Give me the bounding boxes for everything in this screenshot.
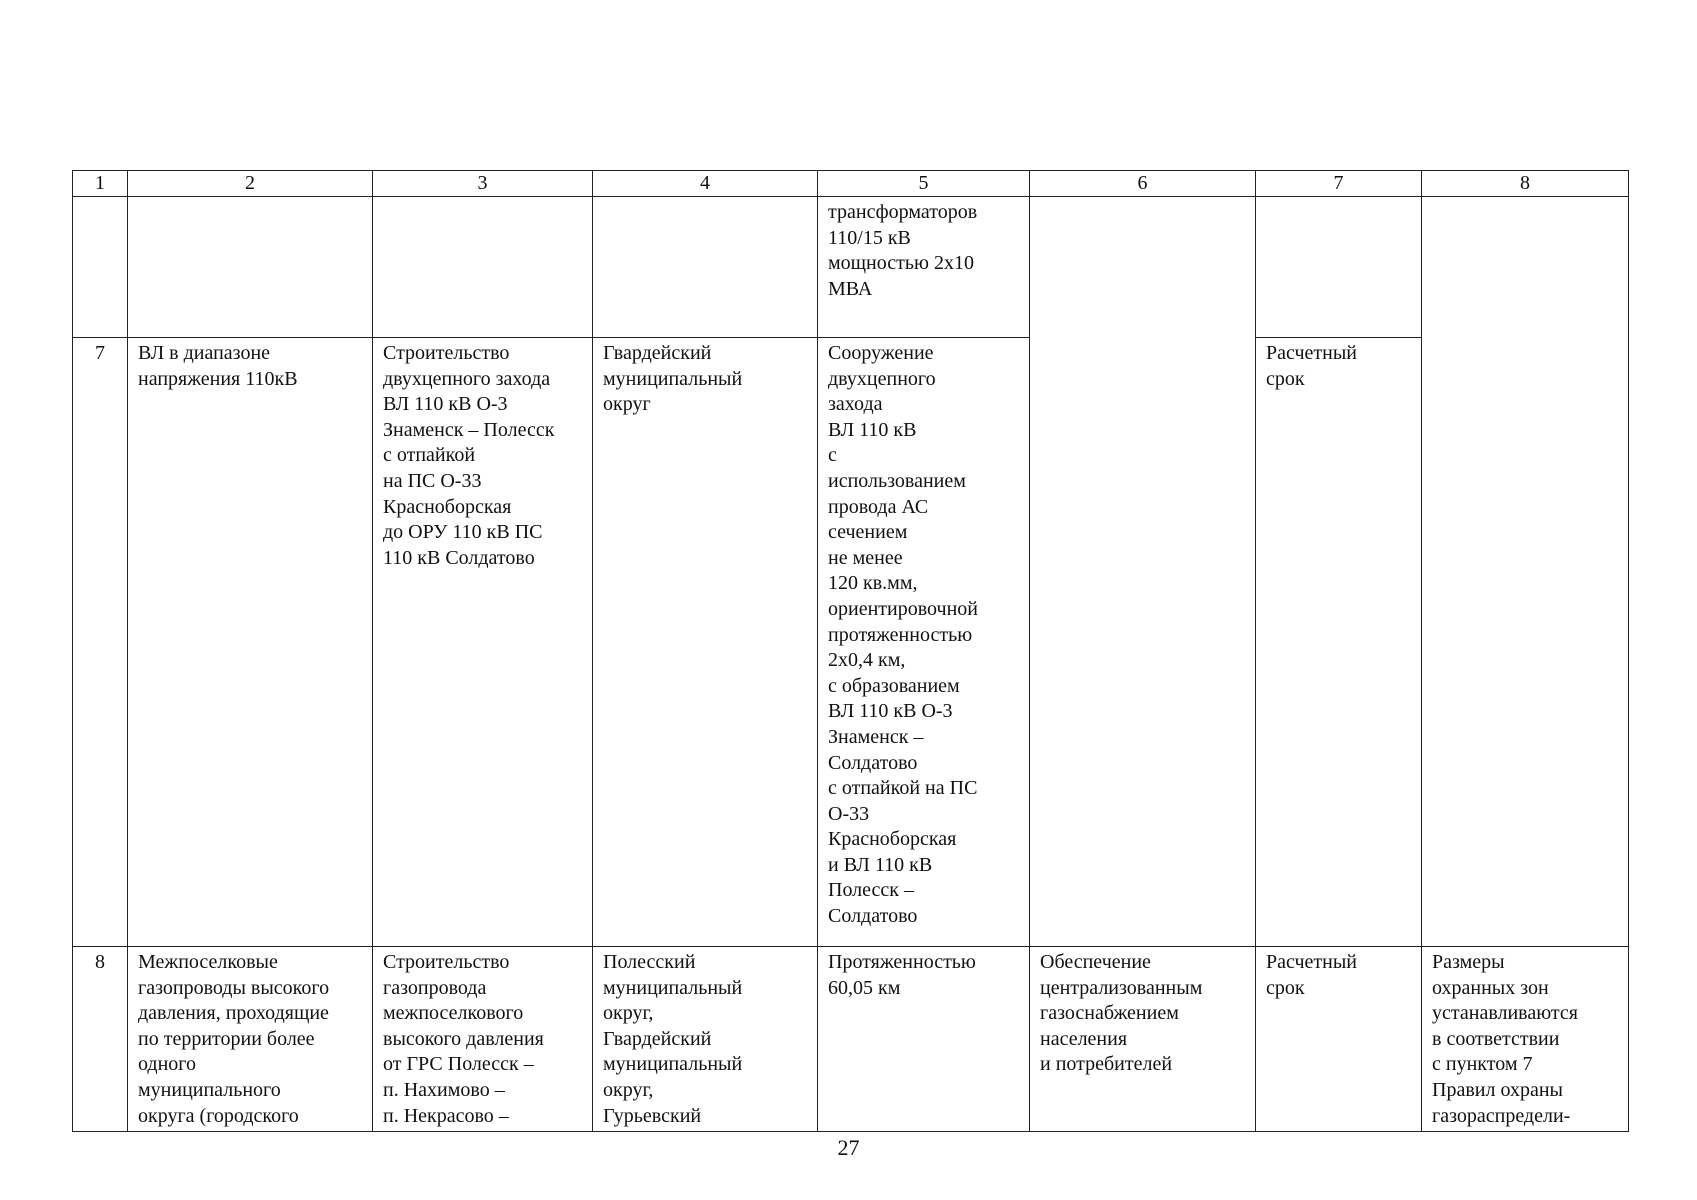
- header-cell: 8: [1422, 171, 1629, 197]
- location-cell: [593, 947, 818, 1132]
- zones-cell: [1422, 947, 1629, 1132]
- action-cell: Строительство двухцепного захода ВЛ 110 кВ О-3 Знаменск – Полесск с отпайкой на ПС О-33 Красноборская до ОРУ 110 кВ ПС 110 кВ Солдатово: [373, 338, 593, 947]
- empty-cell: [73, 197, 128, 338]
- characteristics-cell: [818, 947, 1030, 1132]
- action-cell: [373, 947, 593, 1132]
- purpose-cell: [1030, 947, 1256, 1132]
- term-cell: Расчетный срок: [1256, 338, 1422, 947]
- header-cell: 5: [818, 171, 1030, 197]
- object-text: Межпоселковые газопроводы высокого давления, проходящие по территории более одного муниципального округа (городского: [138, 951, 330, 1127]
- header-cell: 3: [373, 171, 593, 197]
- characteristics-cell: Сооружение двухцепного захода ВЛ 110 кВ с использованием провода АС сечением не менее 120 кв.мм, ориентировочной протяженностью 2x0,4 км, с образованием ВЛ 110 кВ О-3 Знаменск – Солдатово с отпайкой на ПС О-33 Красноборская и ВЛ 110 кВ Полесск – Солдатово: [818, 338, 1030, 947]
- zones-text: Размеры охранных зон устанавливаются в соответствии с пунктом 7 Правил охраны газораспредели-: [1432, 951, 1578, 1127]
- header-cell: 6: [1030, 171, 1256, 197]
- header-cell: 2: [128, 171, 373, 197]
- zones-cell-merged: [1422, 197, 1629, 947]
- empty-cell: [1256, 197, 1422, 338]
- purpose-cell-merged: [1030, 197, 1256, 947]
- planning-table: [72, 170, 1629, 1132]
- table-header-row: [73, 171, 1629, 197]
- location-cell: Гвардейский муниципальный округ: [593, 338, 818, 947]
- action-text: Строительство газопровода межпоселкового высокого давления от ГРС Полесск – п. Нахимово – п. Некрасово –: [383, 951, 544, 1127]
- row-number: [73, 947, 128, 1132]
- location-text: Полесский муниципальный округ, Гвардейский муниципальный округ, Гурьевский: [603, 951, 743, 1127]
- table-row-8: [73, 947, 1629, 1132]
- empty-cell: [373, 197, 593, 338]
- table-row-continuation: [73, 197, 1629, 338]
- term-text: Расчетный срок: [1266, 951, 1357, 999]
- empty-cell: [128, 197, 373, 338]
- object-cell: ВЛ в диапазоне напряжения 110кВ: [128, 338, 373, 947]
- empty-cell: [593, 197, 818, 338]
- header-cell: 7: [1256, 171, 1422, 197]
- header-cell: 4: [593, 171, 818, 197]
- characteristics-cell: трансформаторов 110/15 кВ мощностью 2x10 МВА: [818, 197, 1030, 338]
- table-row-7: [73, 338, 1629, 947]
- row-number: 7: [73, 338, 128, 947]
- characteristics-text: Протяженностью 60,05 км: [828, 951, 976, 999]
- object-cell: [128, 947, 373, 1132]
- header-cell: 1: [73, 171, 128, 197]
- row-number-text: 8: [95, 951, 105, 973]
- term-cell: [1256, 947, 1422, 1132]
- page-number: 27: [837, 1135, 860, 1160]
- purpose-text: Обеспечение централизованным газоснабжением населения и потребителей: [1040, 951, 1203, 1076]
